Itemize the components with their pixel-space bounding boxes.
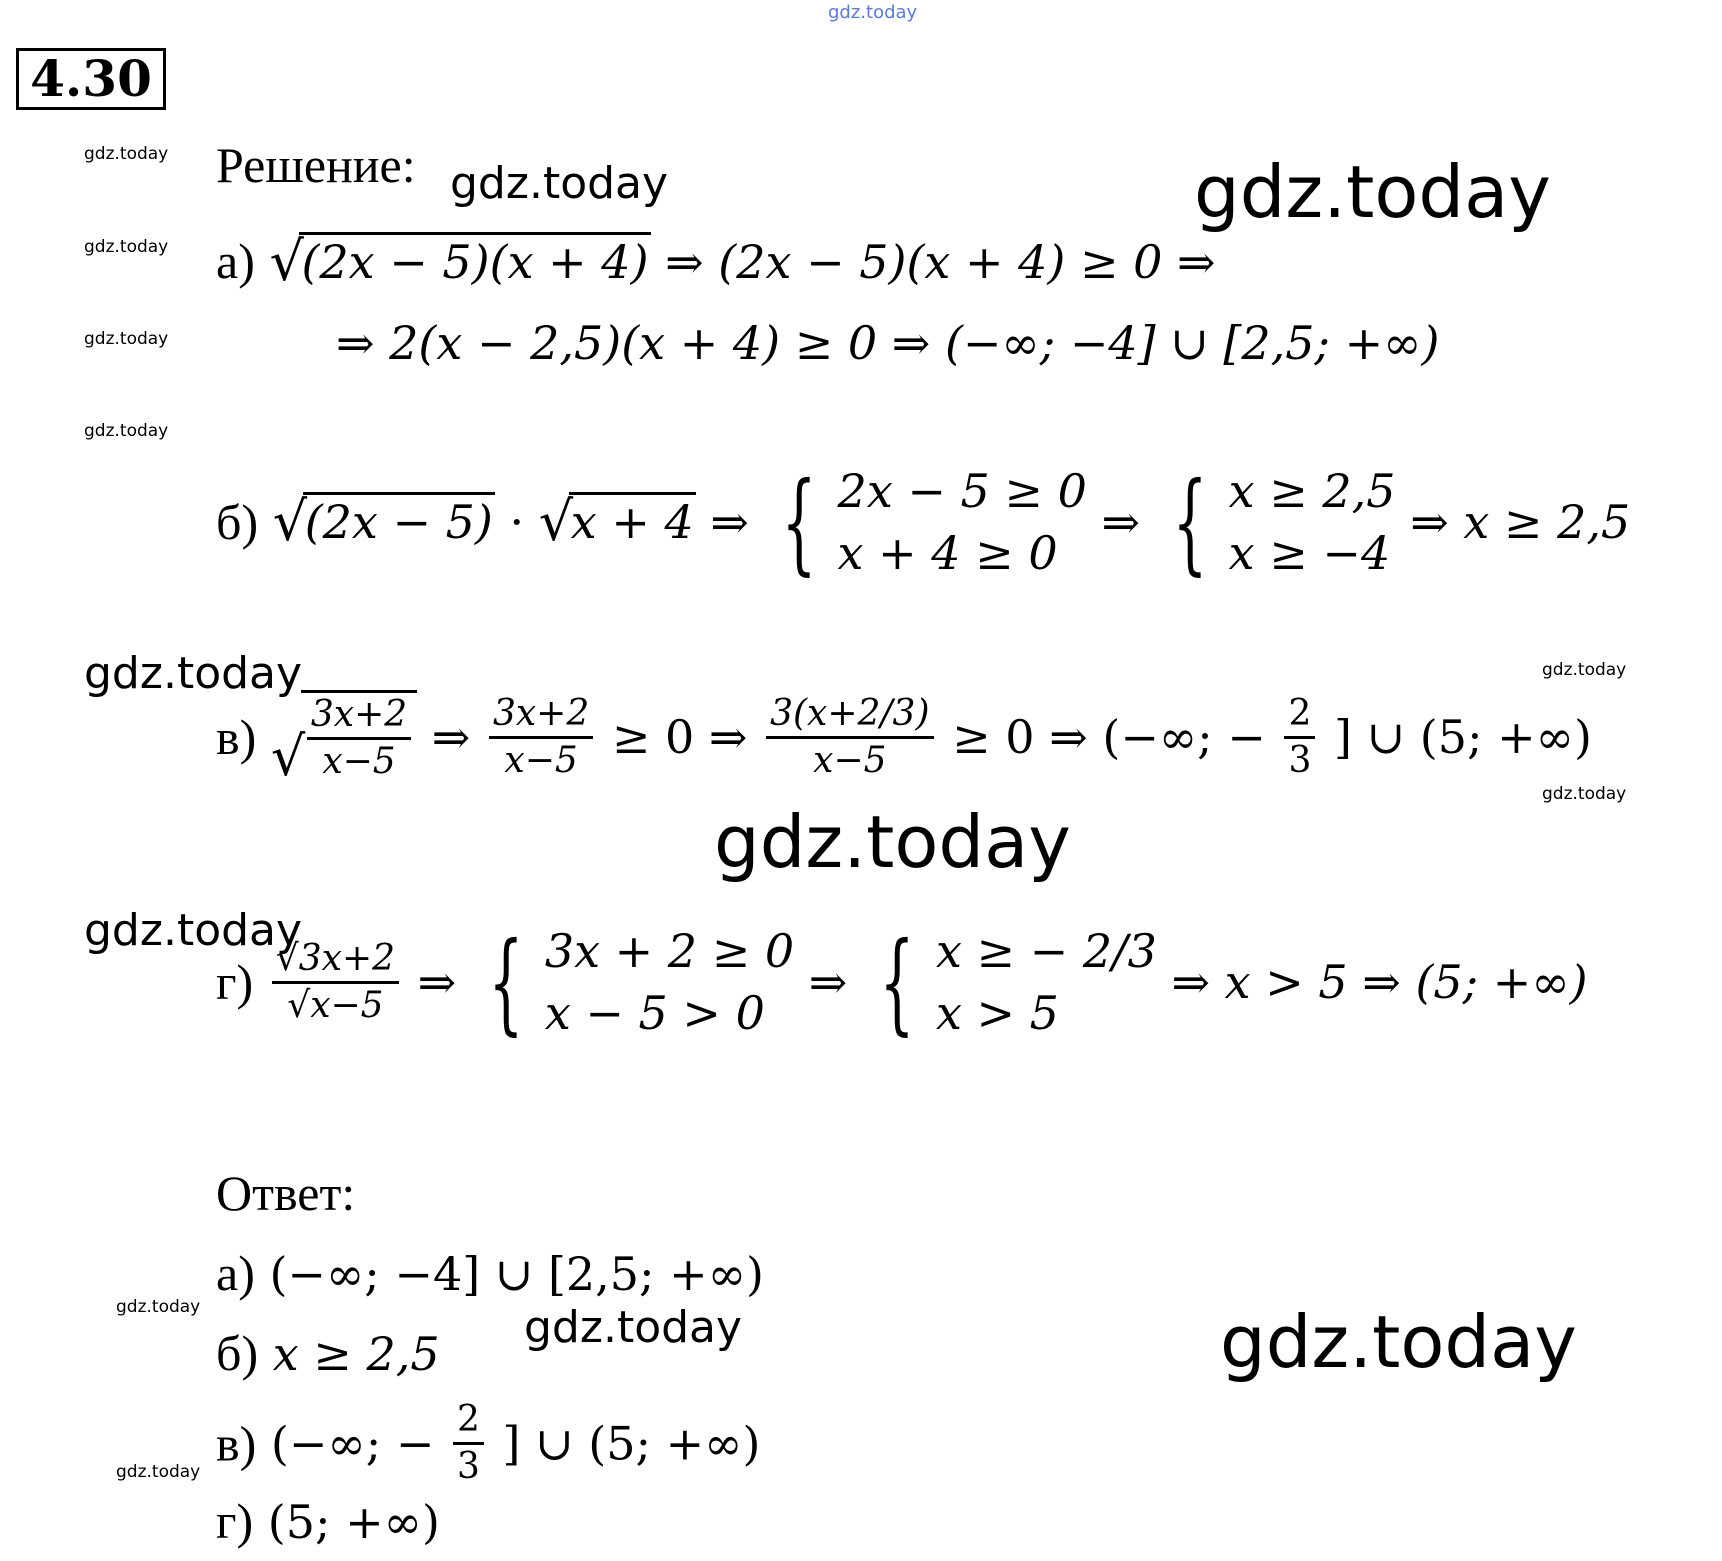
fraction: $\frac{3x+2}{x-5}$ [489, 692, 593, 783]
watermark-medium: gdz.today [524, 1302, 743, 1353]
system-row: x + 4 ≥ 0 [837, 526, 1058, 580]
item-v-line [216, 690, 1592, 784]
watermark-small: gdz.today [1542, 660, 1627, 680]
watermark-large: gdz.today [1194, 150, 1551, 234]
fraction: $\frac{√3x+2}{√x-5}$ [272, 937, 399, 1028]
system-brace [1155, 460, 1396, 584]
implies-arrow: ⇒ [431, 710, 471, 764]
problem-number: 4.30 [16, 48, 166, 110]
watermark-large: gdz.today [1220, 1300, 1577, 1384]
watermark-small: gdz.today [116, 1297, 201, 1317]
item-a-line1 [216, 232, 1216, 290]
system-row: 3x + 2 ≥ 0 [544, 924, 795, 978]
item-a-radicand: (2x − 5)(x + 4) [299, 232, 650, 289]
item-v-label: в) [216, 709, 257, 765]
watermark-medium: gdz.today [84, 648, 303, 699]
item-g-line [216, 920, 1588, 1044]
item-b-result: ⇒ x ≥ 2,5 [1410, 495, 1631, 549]
answer-v-label: в) [216, 1415, 257, 1472]
system-row: x ≥ 2,5 [1228, 464, 1396, 518]
interval-right: ] ∪ (5; +∞) [1334, 710, 1592, 764]
watermark-small: gdz.today [84, 329, 169, 349]
system-brace [862, 920, 1157, 1044]
watermark-medium: gdz.today [84, 905, 303, 956]
answer-v-left: (−∞; − [270, 1416, 435, 1471]
watermark-small: gdz.today [116, 1462, 201, 1482]
item-b-label: б) [216, 494, 259, 550]
item-b-line [216, 460, 1630, 584]
answer-g-label: г) [216, 1493, 254, 1549]
watermark-small: gdz.today [1542, 784, 1627, 804]
answer-a-value: (−∞; −4] ∪ [2,5; +∞) [269, 1247, 764, 1301]
sqrt-symbol [539, 495, 696, 549]
system-row: x > 5 [935, 986, 1059, 1040]
implies-arrow: ⇒ [1101, 495, 1141, 549]
answer-v [216, 1398, 760, 1489]
fraction: $\frac{2}{3}$ [453, 1398, 484, 1489]
inequality: ≥ 0 ⇒ [611, 710, 748, 764]
answer-g-value: (5; +∞) [267, 1495, 440, 1549]
sqrt-symbol [273, 495, 495, 549]
left-brace: { [488, 918, 524, 1046]
answer-b-value: x ≥ 2,5 [272, 1327, 440, 1381]
answer-b [216, 1324, 440, 1382]
item-a-line2: ⇒ 2(x − 2,5)(x + 4) ≥ 0 ⇒ (−∞; −4] ∪ [2,5; +∞) [336, 316, 1440, 370]
system-row: x − 5 > 0 [544, 986, 765, 1040]
answer-b-label: б) [216, 1325, 259, 1381]
item-g-result: ⇒ x > 5 ⇒ (5; +∞) [1171, 955, 1588, 1009]
implies-arrow: ⇒ [710, 495, 749, 549]
fraction: $\frac{3(x+2/3)}{x-5}$ [766, 692, 933, 783]
sqrt-symbol [271, 690, 417, 784]
fraction: $\frac{2}{3}$ [1284, 692, 1315, 783]
answer-g [216, 1492, 440, 1550]
multiply-dot: · [509, 495, 525, 549]
sqrt-symbol [269, 235, 650, 289]
left-brace: { [781, 458, 817, 586]
answer-a-label: а) [216, 1245, 255, 1301]
inequality: ≥ 0 ⇒ [952, 710, 1088, 764]
system-row: x ≥ − 2/3 [935, 924, 1157, 978]
answer-v-right: ] ∪ (5; +∞) [502, 1416, 761, 1471]
system-brace [764, 460, 1087, 584]
answer-a [216, 1244, 764, 1302]
answer-heading: Ответ: [216, 1165, 356, 1221]
system-row: 2x − 5 ≥ 0 [837, 464, 1087, 518]
item-b-radicand1: (2x − 5) [303, 492, 495, 549]
item-b-radicand2: x + 4 [569, 492, 696, 549]
solution-heading: Решение: [216, 137, 416, 193]
system-brace [471, 920, 794, 1044]
left-brace: { [1172, 458, 1208, 586]
watermark-small: gdz.today [84, 421, 169, 441]
system-row: x ≥ −4 [1228, 526, 1391, 580]
watermark-small: gdz.today [84, 144, 169, 164]
implies-arrow: ⇒ [417, 955, 457, 1009]
watermark-top: gdz.today [828, 2, 918, 23]
left-brace: { [879, 918, 915, 1046]
implies-arrow: ⇒ [808, 955, 848, 1009]
fraction: √ $\frac{3x+2}{x-5}$ [307, 693, 411, 784]
item-a-rest: ⇒ (2x − 5)(x + 4) ≥ 0 ⇒ [665, 235, 1216, 289]
watermark-small: gdz.today [84, 237, 169, 257]
item-g-label: г) [216, 954, 254, 1010]
watermark-medium: gdz.today [450, 158, 669, 209]
interval-left: (−∞; − [1102, 710, 1266, 764]
watermark-large: gdz.today [714, 800, 1071, 884]
item-a-label: а) [216, 233, 255, 289]
